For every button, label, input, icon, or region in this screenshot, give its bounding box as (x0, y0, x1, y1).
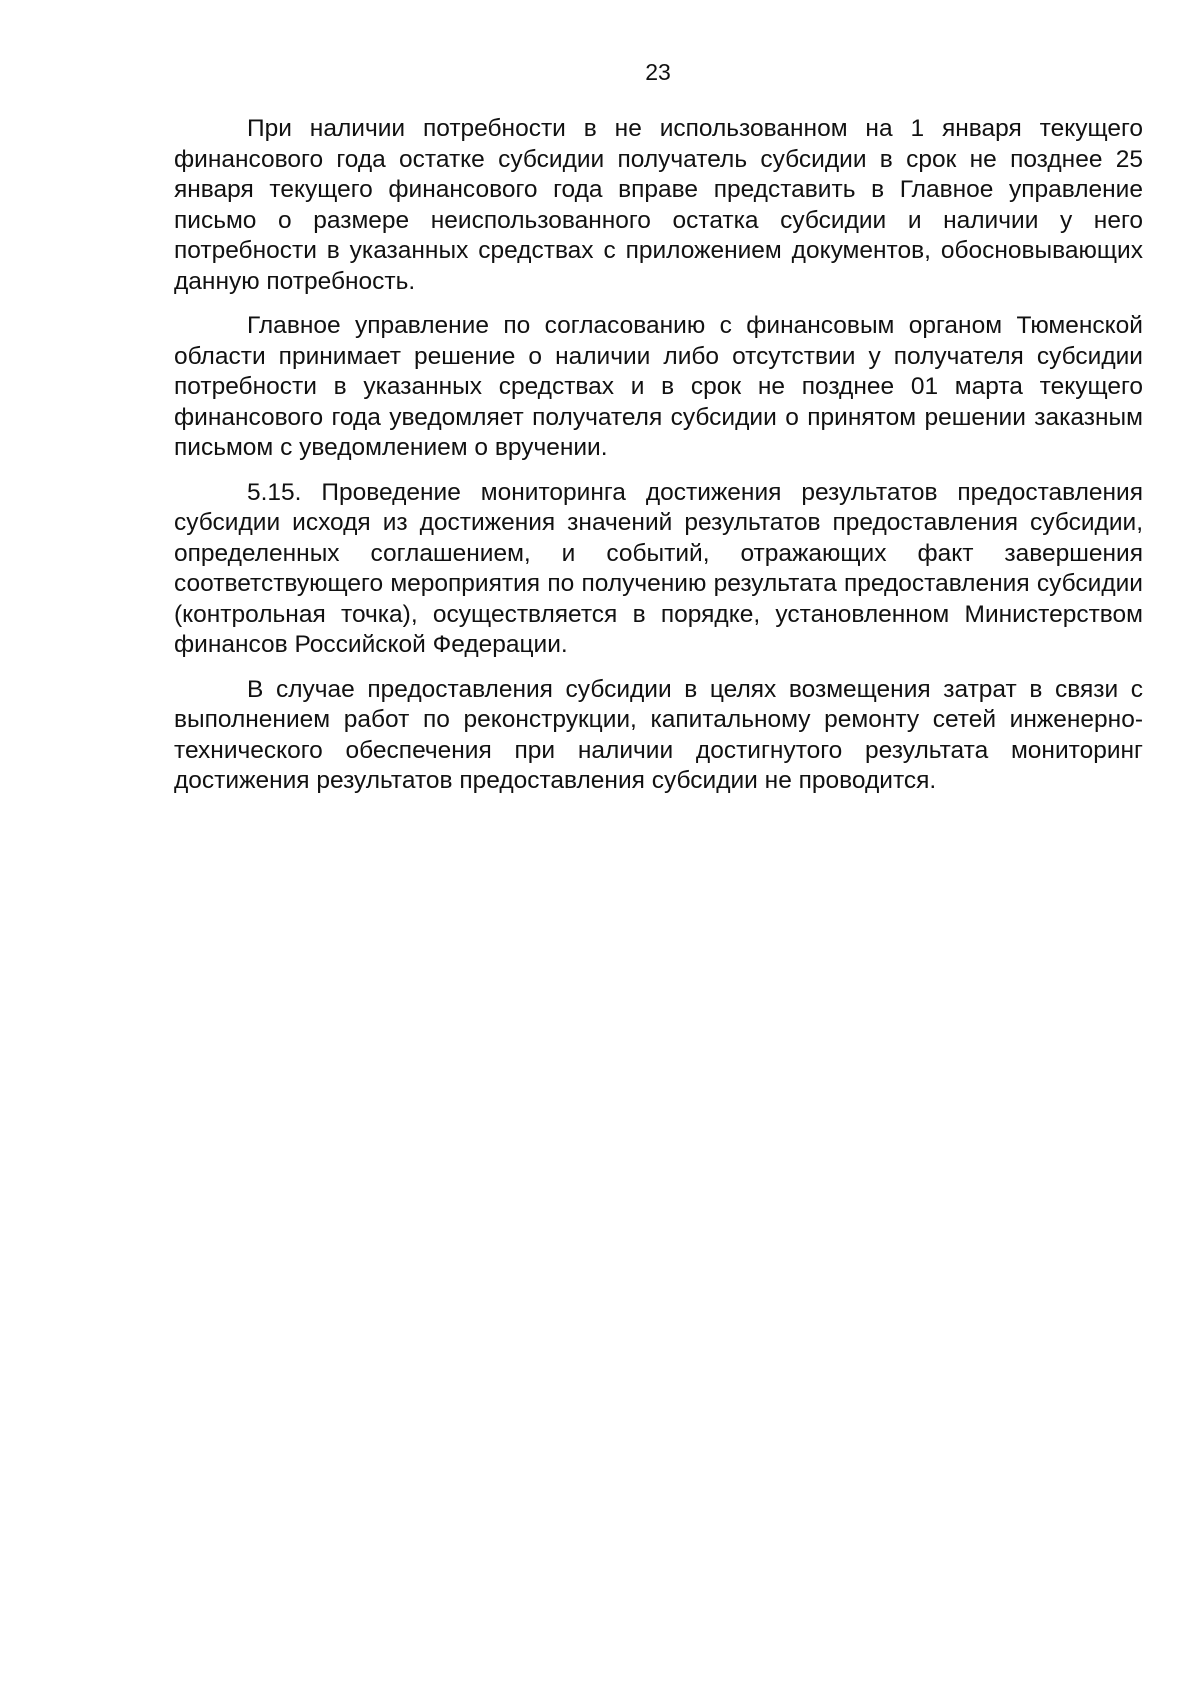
paragraph-unused-balance-request: При наличии потребности в не использованном на 1 января текущего финансового года остатке субсидии получатель субсидии в срок не позднее 25 января текущего финансового года вправе представить в Главное управление письмо о размере неиспользованного остатка субсидии и наличии у него потребности в указанных средствах с приложением документов, обосновывающих данную потребность. (174, 115, 1143, 295)
paragraph-monitoring-results: 5.15. Проведение мониторинга достижения результатов предоставления субсидии исходя из достижения значений результатов предоставления субсидии, определенных соглашением, и событий, отражающих факт завершения соответствующего мероприятия по получению результата предоставления субсидии (контрольная точка), осуществляется в порядке, установленном Министерством финансов Российской Федерации. (174, 478, 1143, 658)
page-number: 23 (645, 59, 671, 85)
paragraph-decision-on-need: Главное управление по согласованию с финансовым органом Тюменской области принимает решение о наличии либо отсутствии у получателя субсидии потребности в указанных средствах и в срок не позднее 01 марта текущего финансового года уведомляет получателя субсидии о принятом решении заказным письмом с уведомлением о вручении. (174, 312, 1143, 461)
document-body (174, 114, 1143, 811)
paragraph-monitoring-exemption: В случае предоставления субсидии в целях возмещения затрат в связи с выполнением работ по реконструкции, капитальному ремонту сетей инженерно-технического обеспечения при наличии достигнутого результата мониторинг достижения результатов предоставления субсидии не проводится. (174, 675, 1143, 794)
